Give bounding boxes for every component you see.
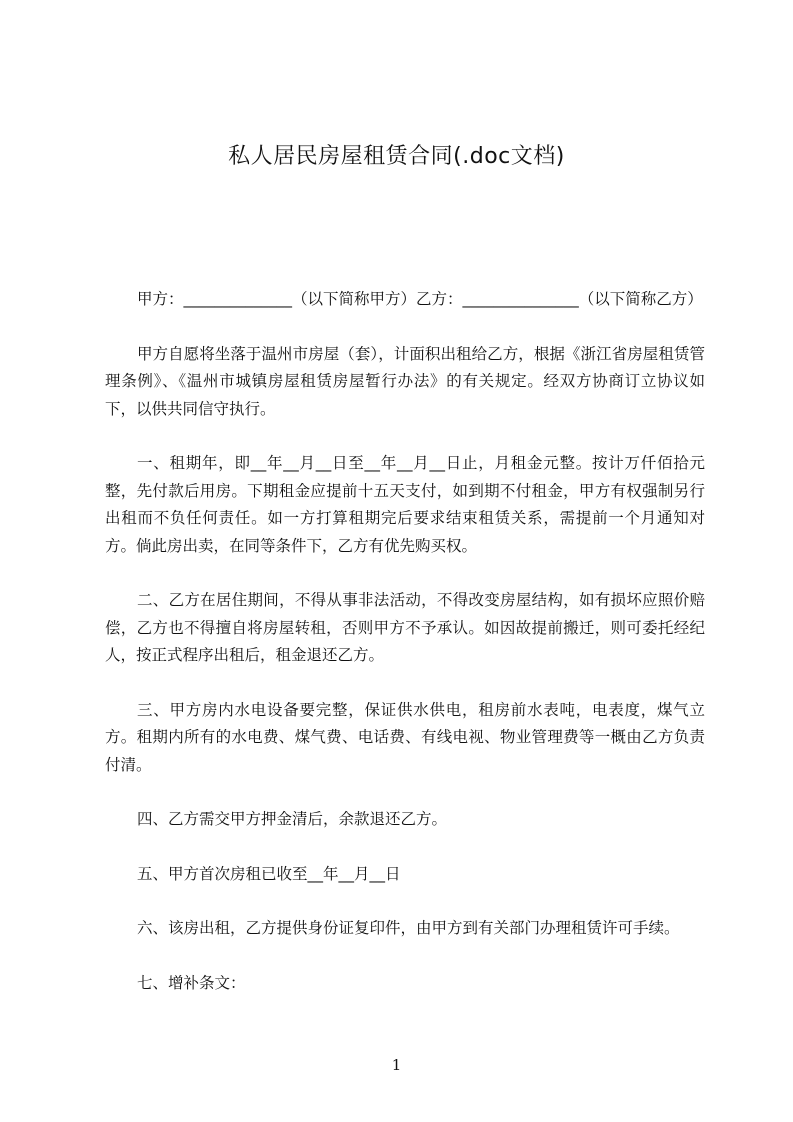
clause-2-tenant-obligations: 二、乙方在居住期间，不得从事非法活动，不得改变房屋结构，如有损坏应照价赔偿，乙方也不得擅自将房屋转租，否则甲方不予承认。如因故提前搬迁，则可委托经纪人，按正式程序出租后，租金退还乙方。 (105, 591, 705, 664)
clause-6-id-copy: 六、该房出租，乙方提供身份证复印件，由甲方到有关部门办理租赁许可手续。 (137, 919, 680, 937)
document-title: 私人居民房屋租赁合同(.doc文档) (228, 144, 565, 169)
clause-3-utilities: 三、甲方房内水电设备要完整，保证供水供电，租房前水表吨，电表度，煤气立方。租期内所有的水电费、煤气费、电话费、有线电视、物业管理费等一概由乙方负责付清。 (105, 700, 705, 774)
parties-paragraph: 甲方：______________（以下简称甲方）乙方：_______________（以下简称乙方） (137, 290, 703, 308)
contract-body (105, 286, 705, 997)
preamble-paragraph: 甲方自愿将坐落于温州市房屋（套），计面积出租给乙方，根据《浙江省房屋租赁管理条例》、《温州市城镇房屋租赁房屋暂行办法》的有关规定。经双方协商订立协议如下，以供共同信守执行。 (105, 344, 705, 418)
clause-1-lease-term: 一、租期年，即__年__月__日至__年__月__日止，月租金元整。按计万仟佰拾元整，先付款后用房。下期租金应提前十五天支付，如到期不付租金，甲方有权强制另行出租而不负任何责任。如一方打算租期完后要求结束租赁关系，需提前一个月通知对方。倘此房出卖，在同等条件下，乙方有优先购买权。 (105, 454, 705, 555)
page-number: 1 (391, 1056, 402, 1074)
clause-7-additional-terms: 七、增补条文： (137, 973, 246, 992)
clause-4-deposit: 四、乙方需交甲方押金清后，余款退还乙方。 (137, 810, 448, 828)
clause-5-first-rent: 五、甲方首次房租已收至__年__月__日 (137, 864, 401, 883)
